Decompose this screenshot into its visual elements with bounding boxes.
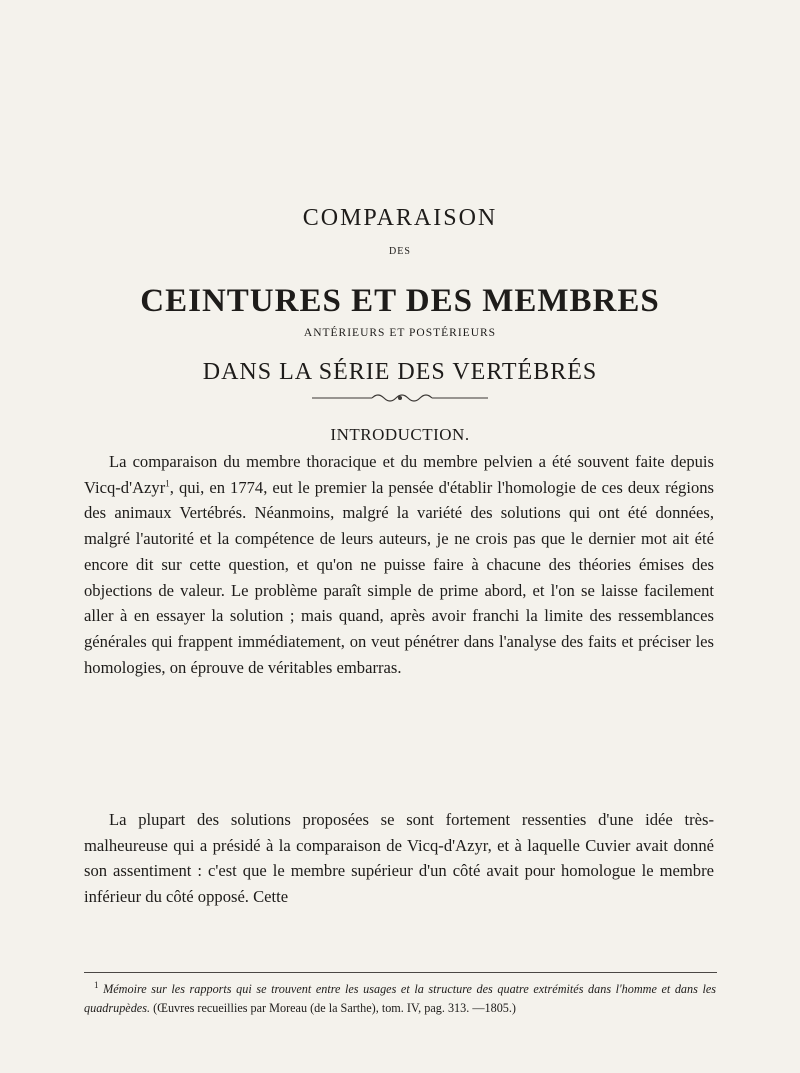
title-line-2: CEINTURES ET DES MEMBRES [140, 283, 660, 319]
footnote-citation: (Œuvres recueillies par Moreau (de la Sarthe), tom. IV, pag. 313. —1805.) [150, 1000, 516, 1015]
footnote [84, 980, 716, 1017]
footnote-number: 1 [94, 979, 99, 990]
title-subtitle: ANTÉRIEURS ET POSTÉRIEURS [303, 327, 497, 339]
paragraph-2: La plupart des solutions proposées se sont fortement ressenties d'une idée très-malheureuse qui a présidé à la comparaison de Vicq-d'Azyr, et à laquelle Cuvier avait donné son assentiment : c'est que le membre supérieur d'un côté avait pour homologue le membre inférieur du côté opposé. Cette [84, 810, 714, 907]
paragraph-1-start: La comparaison du membre thoracique et du membre pelvien a été souvent faite depuis Vicq-d'Azyr [84, 452, 714, 497]
footnote-rule [84, 972, 717, 973]
title-connector: DES [389, 246, 411, 257]
section-heading: INTRODUCTION. [330, 425, 470, 444]
ornament-icon [310, 391, 490, 405]
ornament-divider [0, 391, 800, 405]
footnote-reference: 1 [165, 478, 170, 489]
paragraph-1 [84, 449, 714, 680]
paragraph-1-rest: , qui, en 1774, eut le premier la pensée d'établir l'homologie de ces deux régions des animaux Vertébrés. Néanmoins, malgré la variété des solutions qui ont été données, malgré l'autorité et la compétence de leurs auteurs, je ne crois pas que le dernier mot ait été encore dit sur cette question, et qu'on ne puisse faire à chacune des théories émises des objections de valeur. Le problème paraît simple de prime abord, et l'on se laisse facilement aller à en essayer la solution ; mais quand, après avoir franchi la limite des ressemblances générales qui frappent immédiatement, on veut pénétrer dans l'analyse des faits et préciser les homologies, on éprouve de véritables embarras. [84, 477, 714, 677]
title-line-3: DANS LA SÉRIE DES VERTÉBRÉS [202, 359, 598, 385]
footnote-title: Mémoire sur les rapports qui se trouvent entre les usages et la structure des quatre extrémités dans l'homme et dans les quadrupèdes. [84, 982, 717, 1015]
title-line-1: COMPARAISON [302, 205, 498, 231]
